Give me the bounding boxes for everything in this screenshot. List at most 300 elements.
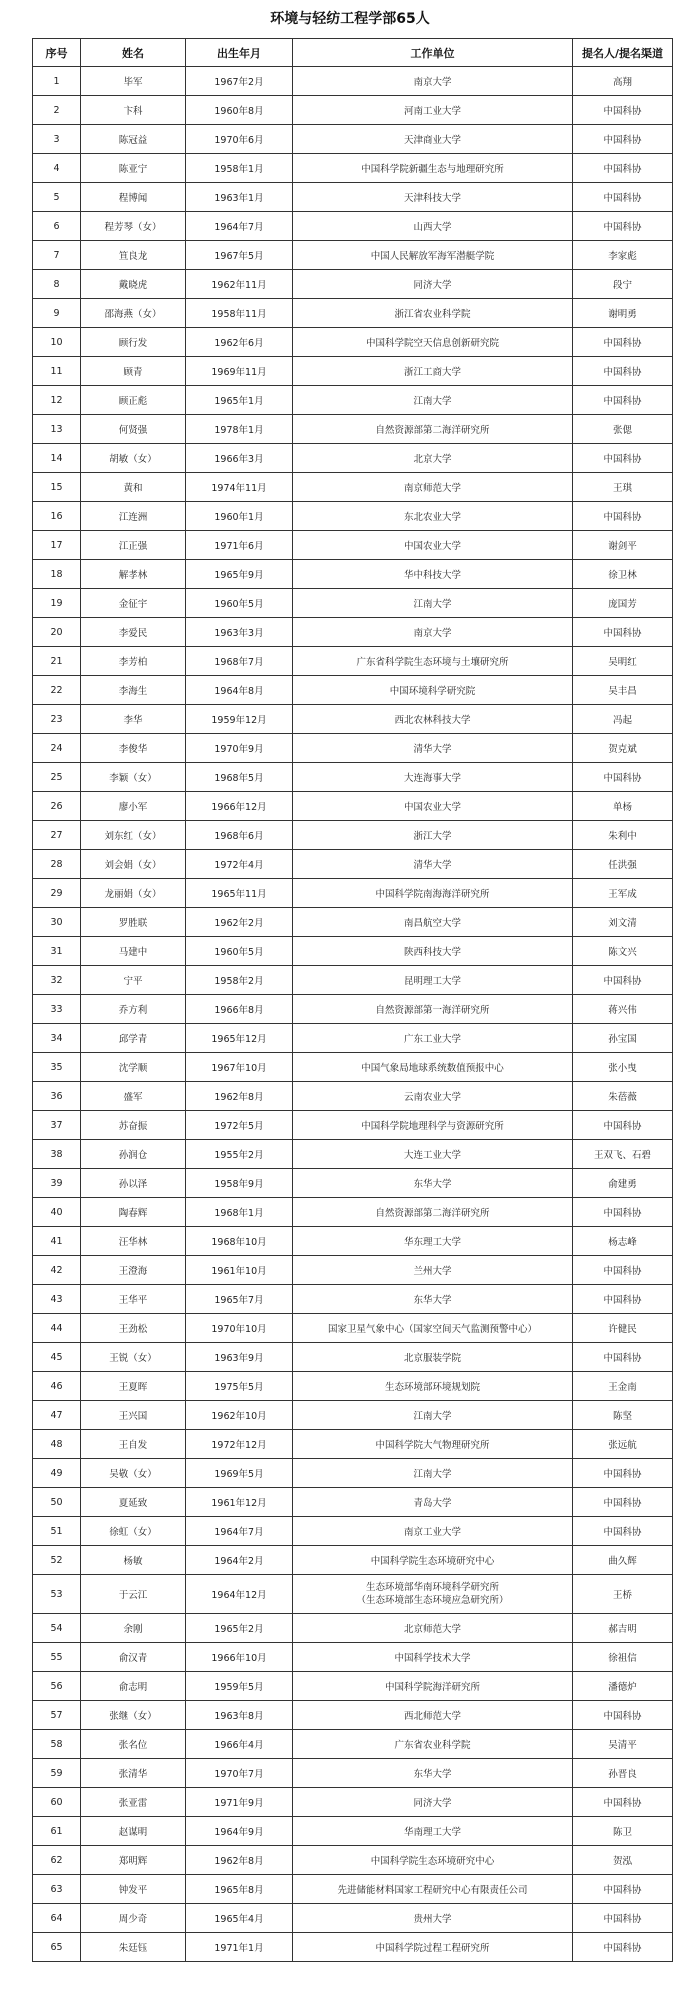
cell-employer: 华中科技大学 — [293, 560, 573, 589]
cell-name: 苏奋振 — [81, 1111, 186, 1140]
cell-name: 王兴国 — [81, 1401, 186, 1430]
cell-name: 徐虹（女） — [81, 1517, 186, 1546]
table-row — [33, 1701, 673, 1730]
cell-employer: 中国科学院南海海洋研究所 — [293, 879, 573, 908]
table-row — [33, 1198, 673, 1227]
table-row — [33, 1401, 673, 1430]
cell-index: 24 — [33, 734, 81, 763]
cell-employer: 同济大学 — [293, 1788, 573, 1817]
cell-index: 29 — [33, 879, 81, 908]
cell-nominator: 张远航 — [573, 1430, 673, 1459]
cell-employer: 南京工业大学 — [293, 1517, 573, 1546]
cell-nominator: 中国科协 — [573, 183, 673, 212]
cell-birth: 1962年11月 — [186, 270, 293, 299]
cell-name: 黄和 — [81, 473, 186, 502]
cell-nominator: 中国科协 — [573, 502, 673, 531]
cell-birth: 1969年5月 — [186, 1459, 293, 1488]
cell-name: 陶春辉 — [81, 1198, 186, 1227]
table-row — [33, 1788, 673, 1817]
cell-index: 50 — [33, 1488, 81, 1517]
cell-birth: 1975年5月 — [186, 1372, 293, 1401]
table-row — [33, 763, 673, 792]
cell-name: 王澄海 — [81, 1256, 186, 1285]
cell-employer: 同济大学 — [293, 270, 573, 299]
cell-nominator: 中国科协 — [573, 357, 673, 386]
cell-employer: 生态环境部环境规划院 — [293, 1372, 573, 1401]
table-row — [33, 96, 673, 125]
cell-nominator: 中国科协 — [573, 1111, 673, 1140]
cell-employer: 中国农业大学 — [293, 792, 573, 821]
cell-employer: 山西大学 — [293, 212, 573, 241]
table-row — [33, 792, 673, 821]
cell-birth: 1966年8月 — [186, 995, 293, 1024]
cell-name: 顾行发 — [81, 328, 186, 357]
cell-nominator: 李家彪 — [573, 241, 673, 270]
cell-employer: 中国科学院生态环境研究中心 — [293, 1546, 573, 1575]
cell-nominator: 贺泓 — [573, 1846, 673, 1875]
cell-name: 顾正彪 — [81, 386, 186, 415]
table-row — [33, 995, 673, 1024]
cell-employer: 东北农业大学 — [293, 502, 573, 531]
cell-nominator: 中国科协 — [573, 1488, 673, 1517]
cell-index: 11 — [33, 357, 81, 386]
cell-employer: 华南理工大学 — [293, 1817, 573, 1846]
cell-index: 31 — [33, 937, 81, 966]
table-row — [33, 908, 673, 937]
cell-nominator: 俞建勇 — [573, 1169, 673, 1198]
table-body — [33, 67, 673, 1962]
cell-name: 刘东红（女） — [81, 821, 186, 850]
table-row — [33, 1672, 673, 1701]
table-row — [33, 1111, 673, 1140]
table-row — [33, 589, 673, 618]
cell-name: 郑明辉 — [81, 1846, 186, 1875]
cell-birth: 1963年1月 — [186, 183, 293, 212]
table-row — [33, 415, 673, 444]
cell-index: 49 — [33, 1459, 81, 1488]
table-row — [33, 1614, 673, 1643]
cell-name: 余刚 — [81, 1614, 186, 1643]
cell-employer: 大连海事大学 — [293, 763, 573, 792]
cell-nominator: 刘文清 — [573, 908, 673, 937]
cell-employer: 中国人民解放军海军潜艇学院 — [293, 241, 573, 270]
cell-nominator: 中国科协 — [573, 1701, 673, 1730]
cell-index: 63 — [33, 1875, 81, 1904]
cell-index: 19 — [33, 589, 81, 618]
header-index: 序号 — [33, 39, 81, 67]
cell-index: 55 — [33, 1643, 81, 1672]
cell-employer: 中国科学院大气物理研究所 — [293, 1430, 573, 1459]
cell-nominator: 单杨 — [573, 792, 673, 821]
cell-nominator: 贺克斌 — [573, 734, 673, 763]
cell-name: 王劲松 — [81, 1314, 186, 1343]
cell-name: 邵海燕（女） — [81, 299, 186, 328]
cell-nominator: 谢剑平 — [573, 531, 673, 560]
cell-employer: 东华大学 — [293, 1169, 573, 1198]
cell-nominator: 中国科协 — [573, 1933, 673, 1962]
cell-employer: 清华大学 — [293, 734, 573, 763]
cell-index: 4 — [33, 154, 81, 183]
cell-name: 王自发 — [81, 1430, 186, 1459]
cell-birth: 1965年1月 — [186, 386, 293, 415]
cell-index: 60 — [33, 1788, 81, 1817]
cell-name: 邱学青 — [81, 1024, 186, 1053]
cell-employer: 浙江工商大学 — [293, 357, 573, 386]
cell-name: 李华 — [81, 705, 186, 734]
table-row — [33, 154, 673, 183]
cell-nominator: 吴清平 — [573, 1730, 673, 1759]
cell-index: 14 — [33, 444, 81, 473]
cell-employer: 自然资源部第二海洋研究所 — [293, 415, 573, 444]
cell-employer: 云南农业大学 — [293, 1082, 573, 1111]
table-row — [33, 1227, 673, 1256]
cell-index: 47 — [33, 1401, 81, 1430]
table-row — [33, 1846, 673, 1875]
table-row — [33, 1730, 673, 1759]
cell-employer: 南京大学 — [293, 67, 573, 96]
table-row — [33, 1933, 673, 1962]
cell-employer: 天津科技大学 — [293, 183, 573, 212]
table-row — [33, 1285, 673, 1314]
cell-birth: 1963年9月 — [186, 1343, 293, 1372]
cell-employer: 江南大学 — [293, 589, 573, 618]
cell-name: 俞志明 — [81, 1672, 186, 1701]
cell-nominator: 冯起 — [573, 705, 673, 734]
cell-birth: 1965年2月 — [186, 1614, 293, 1643]
table-row — [33, 270, 673, 299]
table-row — [33, 1053, 673, 1082]
cell-name: 王华平 — [81, 1285, 186, 1314]
cell-index: 27 — [33, 821, 81, 850]
cell-nominator: 朱蓓薇 — [573, 1082, 673, 1111]
cell-birth: 1962年10月 — [186, 1401, 293, 1430]
table-row — [33, 473, 673, 502]
table-row — [33, 67, 673, 96]
cell-employer: 河南工业大学 — [293, 96, 573, 125]
cell-index: 43 — [33, 1285, 81, 1314]
cell-name: 杨敏 — [81, 1546, 186, 1575]
table-row — [33, 966, 673, 995]
cell-birth: 1962年8月 — [186, 1846, 293, 1875]
cell-employer: 中国科学院空天信息创新研究院 — [293, 328, 573, 357]
cell-birth: 1968年1月 — [186, 1198, 293, 1227]
cell-index: 25 — [33, 763, 81, 792]
cell-index: 38 — [33, 1140, 81, 1169]
cell-employer: 江南大学 — [293, 1459, 573, 1488]
cell-nominator: 陈坚 — [573, 1401, 673, 1430]
cell-nominator: 段宁 — [573, 270, 673, 299]
cell-index: 65 — [33, 1933, 81, 1962]
cell-index: 20 — [33, 618, 81, 647]
cell-employer: 中国科学院地理科学与资源研究所 — [293, 1111, 573, 1140]
cell-name: 张清华 — [81, 1759, 186, 1788]
cell-nominator: 中国科协 — [573, 1517, 673, 1546]
cell-birth: 1968年7月 — [186, 647, 293, 676]
cell-employer: 南京大学 — [293, 618, 573, 647]
cell-name: 金征宇 — [81, 589, 186, 618]
table-row — [33, 1575, 673, 1614]
table-row — [33, 1314, 673, 1343]
cell-name: 于云江 — [81, 1575, 186, 1614]
cell-birth: 1978年1月 — [186, 415, 293, 444]
nominee-table — [32, 38, 673, 1962]
cell-index: 3 — [33, 125, 81, 154]
cell-birth: 1961年10月 — [186, 1256, 293, 1285]
cell-birth: 1967年5月 — [186, 241, 293, 270]
table-row — [33, 676, 673, 705]
table-row — [33, 328, 673, 357]
cell-name: 廖小军 — [81, 792, 186, 821]
cell-name: 周少奇 — [81, 1904, 186, 1933]
cell-nominator: 王金南 — [573, 1372, 673, 1401]
cell-birth: 1960年1月 — [186, 502, 293, 531]
cell-nominator: 中国科协 — [573, 1256, 673, 1285]
cell-nominator: 王琪 — [573, 473, 673, 502]
cell-index: 7 — [33, 241, 81, 270]
cell-nominator: 孙晋良 — [573, 1759, 673, 1788]
cell-name: 李颖（女） — [81, 763, 186, 792]
cell-index: 42 — [33, 1256, 81, 1285]
table-row — [33, 183, 673, 212]
cell-index: 57 — [33, 1701, 81, 1730]
cell-nominator: 中国科协 — [573, 1875, 673, 1904]
header-employer: 工作单位 — [293, 39, 573, 67]
table-row — [33, 821, 673, 850]
cell-birth: 1959年12月 — [186, 705, 293, 734]
cell-birth: 1961年12月 — [186, 1488, 293, 1517]
cell-birth: 1963年8月 — [186, 1701, 293, 1730]
cell-nominator: 中国科协 — [573, 386, 673, 415]
cell-index: 8 — [33, 270, 81, 299]
cell-employer: 天津商业大学 — [293, 125, 573, 154]
cell-birth: 1958年9月 — [186, 1169, 293, 1198]
cell-birth: 1960年8月 — [186, 96, 293, 125]
cell-name: 江连洲 — [81, 502, 186, 531]
cell-index: 40 — [33, 1198, 81, 1227]
cell-index: 10 — [33, 328, 81, 357]
cell-index: 34 — [33, 1024, 81, 1053]
cell-name: 朱廷钰 — [81, 1933, 186, 1962]
cell-index: 45 — [33, 1343, 81, 1372]
cell-employer: 广东工业大学 — [293, 1024, 573, 1053]
table-row — [33, 850, 673, 879]
cell-index: 2 — [33, 96, 81, 125]
cell-name: 俞汉青 — [81, 1643, 186, 1672]
table-row — [33, 299, 673, 328]
table-row — [33, 1817, 673, 1846]
cell-nominator: 郝吉明 — [573, 1614, 673, 1643]
cell-birth: 1968年6月 — [186, 821, 293, 850]
cell-name: 吴敬（女） — [81, 1459, 186, 1488]
cell-birth: 1965年8月 — [186, 1875, 293, 1904]
cell-birth: 1970年7月 — [186, 1759, 293, 1788]
table-row — [33, 531, 673, 560]
cell-nominator: 中国科协 — [573, 618, 673, 647]
cell-name: 钟发平 — [81, 1875, 186, 1904]
table-header — [33, 39, 673, 67]
cell-birth: 1970年9月 — [186, 734, 293, 763]
cell-index: 33 — [33, 995, 81, 1024]
cell-index: 59 — [33, 1759, 81, 1788]
cell-name: 李芳柏 — [81, 647, 186, 676]
cell-index: 30 — [33, 908, 81, 937]
cell-birth: 1970年10月 — [186, 1314, 293, 1343]
cell-name: 张名位 — [81, 1730, 186, 1759]
table-row — [33, 1169, 673, 1198]
cell-birth: 1965年7月 — [186, 1285, 293, 1314]
cell-name: 笪良龙 — [81, 241, 186, 270]
cell-birth: 1963年3月 — [186, 618, 293, 647]
cell-employer: 陕西科技大学 — [293, 937, 573, 966]
cell-birth: 1968年5月 — [186, 763, 293, 792]
cell-employer: 中国科学技术大学 — [293, 1643, 573, 1672]
table-row — [33, 647, 673, 676]
cell-nominator: 中国科协 — [573, 96, 673, 125]
cell-nominator: 中国科协 — [573, 125, 673, 154]
cell-nominator: 中国科协 — [573, 1904, 673, 1933]
cell-name: 宁平 — [81, 966, 186, 995]
cell-index: 61 — [33, 1817, 81, 1846]
cell-nominator: 王桥 — [573, 1575, 673, 1614]
cell-birth: 1972年4月 — [186, 850, 293, 879]
cell-birth: 1959年5月 — [186, 1672, 293, 1701]
cell-index: 39 — [33, 1169, 81, 1198]
cell-nominator: 中国科协 — [573, 1285, 673, 1314]
cell-nominator: 中国科协 — [573, 212, 673, 241]
cell-name: 李俊华 — [81, 734, 186, 763]
cell-birth: 1972年5月 — [186, 1111, 293, 1140]
table-row — [33, 1343, 673, 1372]
table-row — [33, 386, 673, 415]
cell-name: 王夏晖 — [81, 1372, 186, 1401]
table-row — [33, 241, 673, 270]
cell-name: 张继（女） — [81, 1701, 186, 1730]
table-row — [33, 1488, 673, 1517]
table-row — [33, 1875, 673, 1904]
cell-birth: 1964年7月 — [186, 1517, 293, 1546]
cell-employer: 浙江省农业科学院 — [293, 299, 573, 328]
cell-index: 17 — [33, 531, 81, 560]
cell-birth: 1969年11月 — [186, 357, 293, 386]
cell-nominator: 潘德炉 — [573, 1672, 673, 1701]
cell-employer: 昆明理工大学 — [293, 966, 573, 995]
cell-name: 程芳琴（女） — [81, 212, 186, 241]
table-row — [33, 1459, 673, 1488]
cell-name: 解孝林 — [81, 560, 186, 589]
cell-nominator: 蒋兴伟 — [573, 995, 673, 1024]
cell-name: 罗胜联 — [81, 908, 186, 937]
cell-birth: 1971年1月 — [186, 1933, 293, 1962]
cell-birth: 1964年12月 — [186, 1575, 293, 1614]
cell-name: 江正强 — [81, 531, 186, 560]
cell-nominator: 中国科协 — [573, 1198, 673, 1227]
cell-employer: 清华大学 — [293, 850, 573, 879]
cell-index: 1 — [33, 67, 81, 96]
cell-name: 沈学顺 — [81, 1053, 186, 1082]
cell-nominator: 杨志峰 — [573, 1227, 673, 1256]
cell-name: 孙润仓 — [81, 1140, 186, 1169]
cell-employer: 东华大学 — [293, 1285, 573, 1314]
cell-birth: 1960年5月 — [186, 937, 293, 966]
cell-employer: 南昌航空大学 — [293, 908, 573, 937]
cell-employer: 南京师范大学 — [293, 473, 573, 502]
cell-name: 胡敏（女） — [81, 444, 186, 473]
cell-name: 刘会娟（女） — [81, 850, 186, 879]
cell-nominator: 陈卫 — [573, 1817, 673, 1846]
cell-nominator: 庞国芳 — [573, 589, 673, 618]
cell-index: 12 — [33, 386, 81, 415]
cell-employer: 中国科学院过程工程研究所 — [293, 1933, 573, 1962]
cell-index: 62 — [33, 1846, 81, 1875]
cell-employer: 青岛大学 — [293, 1488, 573, 1517]
header-row — [33, 39, 673, 67]
cell-birth: 1971年9月 — [186, 1788, 293, 1817]
table-row — [33, 212, 673, 241]
cell-index: 64 — [33, 1904, 81, 1933]
table-row — [33, 1517, 673, 1546]
cell-name: 孙以泽 — [81, 1169, 186, 1198]
cell-nominator: 中国科协 — [573, 1459, 673, 1488]
cell-name: 何贤强 — [81, 415, 186, 444]
cell-index: 41 — [33, 1227, 81, 1256]
cell-nominator: 中国科协 — [573, 444, 673, 473]
cell-employer: 兰州大学 — [293, 1256, 573, 1285]
table-row — [33, 879, 673, 908]
cell-nominator: 徐祖信 — [573, 1643, 673, 1672]
table-row — [33, 1759, 673, 1788]
table-row — [33, 502, 673, 531]
cell-nominator: 高翔 — [573, 67, 673, 96]
cell-name: 龙丽娟（女） — [81, 879, 186, 908]
cell-nominator: 许健民 — [573, 1314, 673, 1343]
cell-nominator: 张小曳 — [573, 1053, 673, 1082]
cell-employer: 北京师范大学 — [293, 1614, 573, 1643]
cell-employer: 先进储能材料国家工程研究中心有限责任公司 — [293, 1875, 573, 1904]
cell-birth: 1966年12月 — [186, 792, 293, 821]
cell-name: 戴晓虎 — [81, 270, 186, 299]
cell-index: 51 — [33, 1517, 81, 1546]
cell-birth: 1962年6月 — [186, 328, 293, 357]
cell-name: 李海生 — [81, 676, 186, 705]
table-row — [33, 1643, 673, 1672]
cell-birth: 1964年8月 — [186, 676, 293, 705]
table-row — [33, 1546, 673, 1575]
cell-nominator: 谢明勇 — [573, 299, 673, 328]
table-row — [33, 1372, 673, 1401]
cell-index: 9 — [33, 299, 81, 328]
cell-birth: 1967年2月 — [186, 67, 293, 96]
cell-index: 44 — [33, 1314, 81, 1343]
cell-birth: 1960年5月 — [186, 589, 293, 618]
cell-index: 32 — [33, 966, 81, 995]
cell-employer: 国家卫星气象中心（国家空间天气监测预警中心） — [293, 1314, 573, 1343]
cell-name: 夏延致 — [81, 1488, 186, 1517]
page-title: 环境与轻纺工程学部65人 — [270, 11, 430, 27]
cell-index: 56 — [33, 1672, 81, 1701]
cell-index: 16 — [33, 502, 81, 531]
cell-employer: 江南大学 — [293, 386, 573, 415]
cell-birth: 1971年6月 — [186, 531, 293, 560]
cell-name: 顾青 — [81, 357, 186, 386]
cell-nominator: 中国科协 — [573, 966, 673, 995]
cell-employer: 北京大学 — [293, 444, 573, 473]
cell-birth: 1958年1月 — [186, 154, 293, 183]
cell-employer: 浙江大学 — [293, 821, 573, 850]
cell-employer: 贵州大学 — [293, 1904, 573, 1933]
cell-employer: 西北农林科技大学 — [293, 705, 573, 734]
cell-nominator: 孙宝国 — [573, 1024, 673, 1053]
table-row — [33, 1904, 673, 1933]
